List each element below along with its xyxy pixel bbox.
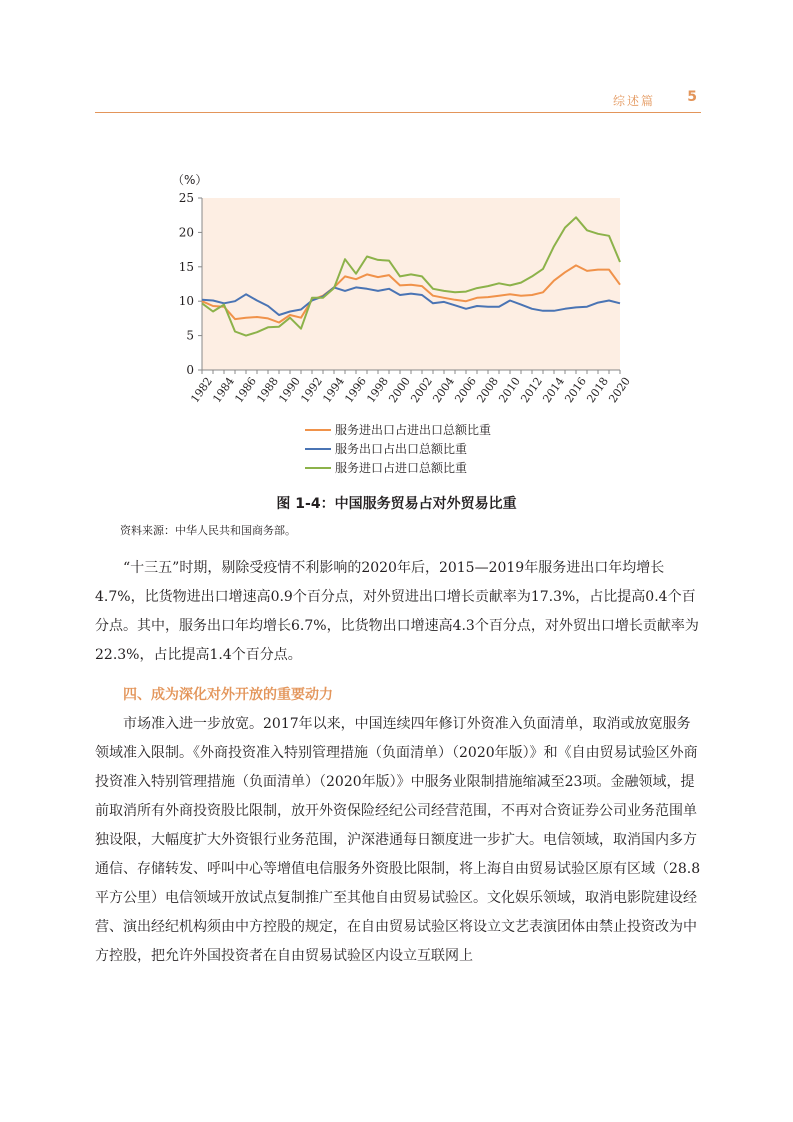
y-tick-label: 25 <box>178 191 194 205</box>
x-tick-label: 1984 <box>210 374 238 406</box>
y-tick-label: 20 <box>178 225 194 240</box>
x-tick-label: 2002 <box>408 374 436 406</box>
x-tick-label: 1994 <box>320 374 348 406</box>
y-tick-label: 15 <box>178 259 194 274</box>
x-tick-label: 2006 <box>452 374 480 406</box>
legend-label-1: 服务进出口占进出口总额比重 <box>335 423 492 437</box>
x-tick-label: 2008 <box>474 374 502 406</box>
section-heading: 四、成为深化对外开放的重要动力 <box>123 687 333 703</box>
y-tick-label: 5 <box>186 328 194 343</box>
x-tick-label: 1982 <box>188 374 216 406</box>
body-paragraph-2: 市场准入进一步放宽。2017年以来，中国连续四年修订外资准入负面清单，取消或放宽服务领域准入限制。《外商投资准入特别管理措施（负面清单）（2020年版）》和《自由贸易试验区外商投资准入特别管理措施（负面清单）（2020年版）》中服务业限制措施缩减至23项。金融领域，提前取消所有外商投资股比限制，放开外资保险经纪公司经营范围，不再对合资证券公司业务范围单独设限，大幅度扩大外资银行业务范围，沪深港通每日额度进一步扩大。电信领域，取消国内多方通信、存储转发、呼叫中心等增值电信服务外资股比限制，将上海自由贸易试验区原有区域（28.8平方公里）电信领域开放试点复制推广至其他自由贸易试验区。文化娱乐领域，取消电影院建设经营、演出经纪机构须由中方控股的规定，在自由贸易试验区将设立文艺表演团体由禁止投资改为中方控股，把允许外国投资者在自由贸易试验区内设立互联网上 <box>95 716 701 964</box>
x-tick-label: 2000 <box>386 374 414 406</box>
legend-label-3: 服务进口占进口总额比重 <box>335 461 468 475</box>
figure-caption: 图 1-4：中国服务贸易占对外贸易比重 <box>276 496 517 512</box>
x-tick-label: 2012 <box>518 374 546 406</box>
x-tick-label: 1986 <box>232 374 260 406</box>
legend-label-2: 服务出口占出口总额比重 <box>335 442 468 456</box>
figure-source: 资料来源：中华人民共和国商务部。 <box>120 524 296 537</box>
x-tick-label: 2014 <box>540 374 568 406</box>
x-tick-label: 1990 <box>276 374 304 406</box>
y-tick-label: 0 <box>186 363 194 377</box>
x-tick-label: 2020 <box>606 374 634 406</box>
x-tick-label: 1998 <box>364 374 392 406</box>
x-tick-label: 1996 <box>342 374 370 406</box>
header-section-title: 综述篇 <box>612 94 655 108</box>
x-tick-label: 2010 <box>496 374 524 406</box>
x-tick-label: 2018 <box>584 374 612 406</box>
x-tick-label: 1988 <box>254 374 282 406</box>
service-trade-share-chart <box>150 160 634 480</box>
body-paragraph-1: “十三五”时期，剔除受疫情不利影响的2020年后，2015—2019年服务进出口年均增长4.7%，比货物进出口增速高0.9个百分点，对外贸进出口增长贡献率为17.3%，占比提高0.4个百分点。其中，服务出口年均增长6.7%，比货物出口增速高4.3个百分点，对外贸出口增长贡献率为22.3%，占比提高1.4个百分点。 <box>95 560 699 663</box>
x-tick-label: 1992 <box>298 374 326 406</box>
page-number: 5 <box>687 89 697 105</box>
x-tick-label: 2016 <box>562 374 590 406</box>
x-tick-label: 2004 <box>430 374 458 406</box>
y-tick-label: 10 <box>178 294 194 309</box>
y-unit-label: （%） <box>172 173 208 187</box>
page-header <box>95 88 701 113</box>
